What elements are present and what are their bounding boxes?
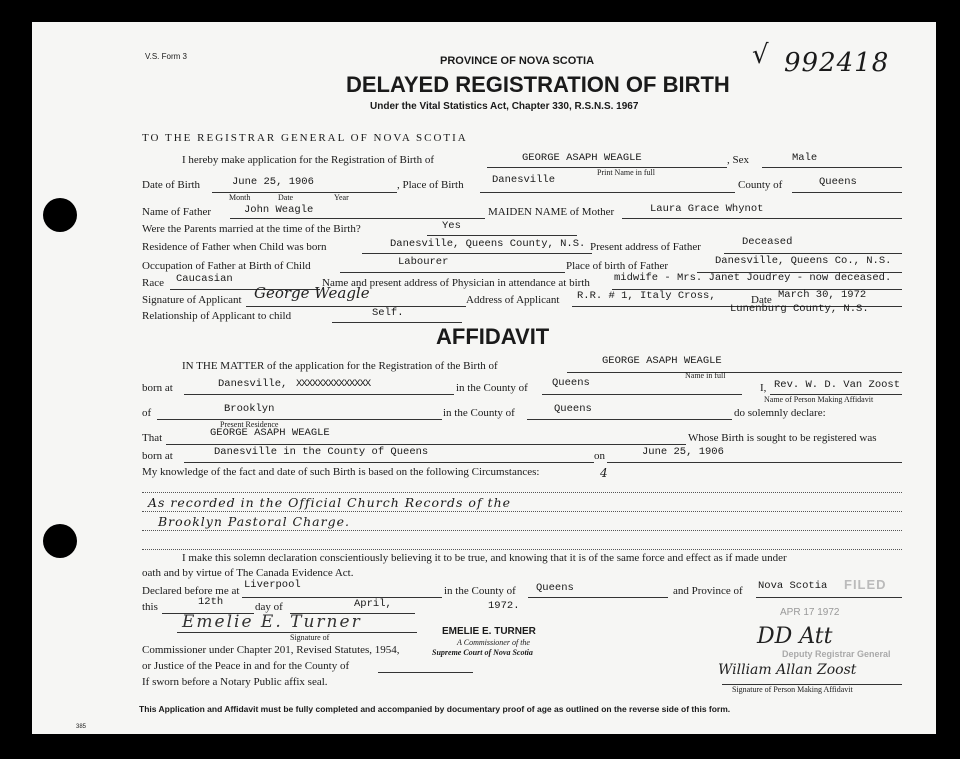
punch-hole-bottom (43, 524, 77, 558)
day-of-label: day of (255, 601, 283, 613)
knowledge-label: My knowledge of the fact and date of such Birth is based on the following Circumstances: (142, 466, 540, 478)
commissioner-stamp-line-1: A Commissioner of the (457, 638, 530, 647)
province-heading: PROVINCE OF NOVA SCOTIA (440, 55, 595, 67)
on-label: on (594, 450, 605, 462)
struck-text: XXXXXXXXXXXXXX (296, 378, 371, 390)
physician-value: midwife - Mrs. Janet Joudrey - now deceased. (614, 272, 892, 284)
occupation-label: Occupation of Father at Birth of Child (142, 260, 311, 272)
declared-day: 12th (198, 596, 224, 608)
affidavit-county: Queens (552, 377, 590, 389)
race-label: Race (142, 277, 164, 289)
declared-month: April, (354, 598, 392, 610)
check-mark: √ (752, 40, 769, 70)
year-hint: Year (334, 193, 349, 202)
birth-registration-form: V.S. Form 3 PROVINCE OF NOVA SCOTIA DELAYED REGISTRATION OF BIRTH Under the Vital Statistics Act, Chapter 330, R.S.N.S. 1967 √ 992418 TO THE REGISTRAR GENERAL OF NOVA SCOTIA I hereby make application for the Registration of Birth of GEORGE ASAPH WEAGLE Print Name in full , Sex Male Date of Birth June 25, 1906 Month Date Year , Place of Birth Danesville County of Queens Name of Father John Weagle MAIDEN NAME of Mother Laura Grace Whynot Were the Parents married at the time of the Birth? Yes Residence of Father when Child was born Danesville, Queens County, N.S. Present address of Father Deceased Occupation of Father at Birth of Child Labourer Place of birth of Father Danesville, Queens Co., N.S. Race Caucasian Name and present address of Physician in attendance at birth midwife - Mrs. Janet Joudrey - now deceased. Signature of Applicant George Weagle Address of Applicant R.R. # 1, Italy Cross, Date March 30, 1972 Lunenburg County, N.S. Relationship of Applicant to child Self. AFFIDAVIT IN THE MATTER of the application for the Registration of the Birth of GEORGE ASAPH WEAGLE Name in full born at Danesville, XXXXXXXXXXXXXX in the County of Queens I, Rev. W. D. Van Zoost Name of Person Making Affidavit of Brooklyn Present Residence in the County of Queens do solemnly declare: That GEORGE ASAPH WEAGLE Whose Birth is sought to be registered was born at Danesville in the County of Queens on June 25, 1906 My knowledge of the fact and date of such Birth is based on the following Circumstances: 4 As recorded in the Official Church Records of the Brooklyn Pastoral Charge. I make this solemn declaration conscientiously believing it to be true, and knowing that it is of the same force and effect as if made under oath and by virtue of The Canada Evidence Act. Declared before me at Liverpool in the County of Queens and Province of Nova Scotia FILED this 12th day of April, 1972. APR 17 1972 Emelie E. Turner Signature of EMELIE E. TURNER A Commissioner of the Supreme Court of Nova Scotia Commissioner under Chapter 201, Revised Statutes, 1954, or Justice of the Peace in and for the County of If sworn before a Notary Public affix seal. DD Att Deputy Registrar General William Allan Zoost Signature of Person Making Affidavit This Application and Affidavit must be fully completed and accompanied by documentary proof of age as outlined on the reverse side of this form. 385 (32, 22, 936, 734)
mother-value: Laura Grace Whynot (650, 203, 764, 215)
commissioner-stamp-line-2: Supreme Court of Nova Scotia (432, 648, 533, 657)
child-name: GEORGE ASAPH WEAGLE (522, 152, 642, 164)
present-address-label: Present address of Father (590, 241, 701, 253)
this-label: this (142, 601, 158, 613)
father-birthplace-label: Place of birth of Father (566, 260, 669, 272)
of-label: of (142, 407, 152, 419)
declaration-line-2: oath and by virtue of The Canada Evidence Act. (142, 567, 354, 579)
dob-label: Date of Birth (142, 179, 201, 191)
residence-value: Danesville, Queens County, N.S. (390, 238, 586, 250)
county-value: Queens (819, 176, 857, 188)
dob-value: June 25, 1906 (232, 176, 314, 188)
relationship-label: Relationship of Applicant to child (142, 310, 292, 322)
name-in-full-hint: Name in full (685, 371, 726, 380)
initials-signature: DD Att (757, 624, 833, 649)
present-address-value: Deceased (742, 236, 793, 248)
relationship-value: Self. (372, 307, 404, 319)
received-stamp: APR 17 1972 (780, 607, 840, 618)
father-label: Name of Father (142, 206, 212, 218)
print-name-hint: Print Name in full (597, 168, 655, 177)
signature-label: Signature of Applicant (142, 294, 242, 306)
declared-year: 1972. (488, 600, 520, 612)
declared-county-value: Queens (536, 582, 574, 594)
commissioner-stamp-name: EMELIE E. TURNER (442, 626, 536, 637)
declaration-line-1: I make this solemn declaration conscientiously believing it to be true, and knowing that it is of the same force and effect as if made under (182, 552, 787, 564)
to-registrar-line: TO THE REGISTRAR GENERAL OF NOVA SCOTIA (142, 132, 468, 144)
form-subtitle: Under the Vital Statistics Act, Chapter 330, R.S.N.S. 1967 (370, 101, 639, 112)
footer-instruction: This Application and Affidavit must be fully completed and accompanied by documentary proof of age as outlined on the reverse side of this form. (139, 704, 731, 714)
punch-hole-top (43, 198, 77, 232)
declared-before-label: Declared before me at (142, 585, 240, 597)
residence-of-affiant: Brooklyn (224, 403, 275, 415)
app-date-value: March 30, 1972 (778, 289, 867, 301)
filed-stamp: FILED (844, 577, 887, 592)
affiant-signature-hint: Signature of Person Making Affidavit (732, 685, 853, 694)
date-hint: Date (278, 193, 294, 202)
physician-label: Name and present address of Physician in attendance at birth (322, 277, 590, 289)
affiant-signature: William Allan Zoost (718, 662, 857, 678)
registration-number: 992418 (784, 48, 890, 78)
circumstance-line-2: Brooklyn Pastoral Charge. (158, 514, 350, 529)
commissioner-line-1: Commissioner under Chapter 201, Revised Statutes, 1954, (142, 644, 400, 656)
born-at-full: Danesville in the County of Queens (214, 446, 429, 458)
province-label: and Province of (673, 585, 743, 597)
commissioner-line-2: or Justice of the Peace in and for the County of (142, 660, 350, 672)
matter-label: IN THE MATTER of the application for the Registration of the Birth of (182, 360, 498, 372)
address-value: R.R. # 1, Italy Cross, (577, 290, 716, 302)
married-value: Yes (442, 220, 461, 232)
commissioner-signature: Emelie E. Turner (182, 612, 362, 632)
affidavit-heading: AFFIDAVIT (436, 324, 550, 349)
form-id: V.S. Form 3 (145, 52, 187, 61)
father-value: John Weagle (244, 204, 314, 216)
residence-label: Residence of Father when Child was born (142, 241, 327, 253)
circumstance-line-1: As recorded in the Official Church Records of the (148, 495, 512, 510)
address-label: Address of Applicant (466, 294, 560, 306)
mother-label: MAIDEN NAME of Mother (488, 206, 615, 218)
deputy-stamp: Deputy Registrar General (782, 649, 891, 659)
affiant-name: Rev. W. D. Van Zoost (774, 379, 901, 391)
present-residence-hint: Present Residence (220, 420, 279, 429)
born-at-label: born at (142, 382, 173, 394)
in-county-label-2: in the County of (443, 407, 515, 419)
sex-value: Male (792, 152, 818, 164)
place-label: , Place of Birth (397, 179, 464, 191)
affidavit-child-name: GEORGE ASAPH WEAGLE (602, 355, 722, 367)
married-label: Were the Parents married at the time of the Birth? (142, 223, 361, 235)
place-value: Danesville (492, 174, 556, 186)
I-label: I, (760, 382, 767, 394)
notary-note: If sworn before a Notary Public affix seal. (142, 676, 328, 688)
in-county-label: in the County of (456, 382, 528, 394)
affiant-county: Queens (554, 403, 592, 415)
whose-birth-label: Whose Birth is sought to be registered was (688, 432, 877, 444)
in-county-label-3: in the County of (444, 585, 516, 597)
declared-at-value: Liverpool (244, 579, 301, 591)
affiant-name-hint: Name of Person Making Affidavit (764, 395, 874, 404)
month-hint: Month (229, 193, 251, 202)
father-birthplace-value: Danesville, Queens Co., N.S. (715, 255, 892, 267)
that-label: That (142, 432, 163, 444)
declare-label: do solemnly declare: (734, 407, 826, 419)
apply-label: I hereby make application for the Registration of Birth of (182, 154, 435, 166)
that-name: GEORGE ASAPH WEAGLE (210, 427, 330, 439)
signature-of-label: Signature of (290, 633, 330, 642)
race-value: Caucasian (176, 273, 233, 285)
born-at-value: Danesville, (218, 378, 288, 390)
app-date-label: Date (751, 294, 772, 306)
declared-province-value: Nova Scotia (758, 580, 828, 592)
address-line2: Lunenburg County, N.S. (730, 303, 869, 315)
applicant-signature: George Weagle (254, 284, 370, 302)
sex-label: , Sex (727, 154, 749, 166)
corner-code: 385 (76, 724, 87, 730)
occupation-value: Labourer (398, 256, 449, 268)
born-at-label-2: born at (142, 450, 173, 462)
born-on-date: June 25, 1906 (642, 446, 724, 458)
form-title: DELAYED REGISTRATION OF BIRTH (346, 72, 730, 97)
county-label: County of (738, 179, 783, 191)
